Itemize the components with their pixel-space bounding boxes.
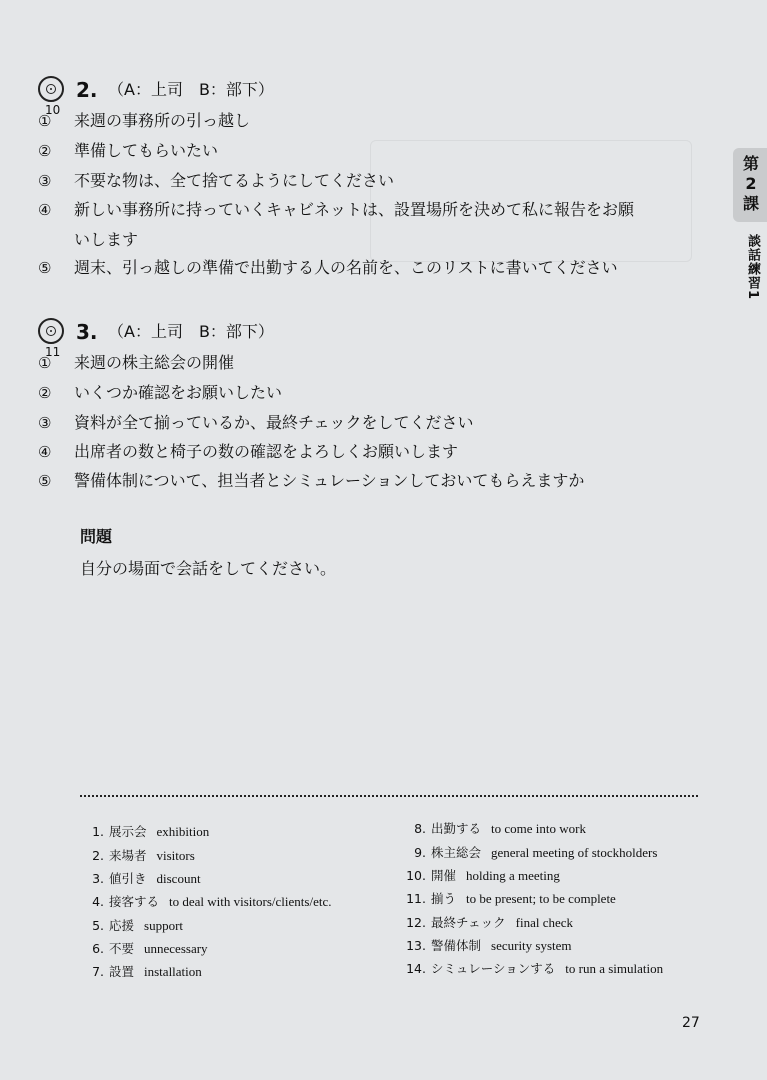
dialogue-item: ② 準備してもらいたい [38, 141, 219, 160]
dialogue-item-continuation: いします [74, 230, 139, 249]
exercise-2-header [38, 70, 718, 117]
track-number: 11 [45, 345, 61, 359]
dialogue-item: ⑤ 週末、引っ越しの準備で出勤する人の名前を、このリストに書いてください [38, 258, 618, 277]
vocab-item: 4. 接客する to deal with visitors/clients/etc. [92, 894, 332, 909]
page-number: 27 [682, 1015, 700, 1031]
dialogue-item: ③ 不要な物は、全て捨てるようにしてください [38, 171, 395, 190]
vocab-item: 13. 警備体制 security system [406, 938, 572, 953]
exercise-number: 3. [76, 320, 98, 344]
roles-label: （A：上司 B：部下） [108, 322, 274, 341]
vocab-item: 3. 値引き discount [92, 871, 201, 886]
exercise-3-header [38, 312, 718, 359]
vocab-item: 6. 不要 unnecessary [92, 941, 208, 956]
cd-audio-icon[interactable] [38, 318, 64, 344]
vocab-item: 14. シミュレーションする to run a simulation [406, 961, 664, 976]
vocab-item: 11. 揃う to be present; to be complete [406, 891, 616, 906]
dotted-divider [80, 795, 698, 797]
problem-text: 自分の場面で会話をしてください。 [80, 559, 337, 578]
vocab-item: 5. 応援 support [92, 918, 184, 933]
vocab-item: 1. 展示会 exhibition [92, 824, 210, 839]
track-number: 10 [45, 103, 61, 117]
cd-audio-icon[interactable] [38, 76, 64, 102]
dialogue-item: ① 来週の株主総会の開催 [38, 353, 235, 372]
dialogue-item: ⑤ 警備体制について、担当者とシミュレーションしておいてもらえますか [38, 471, 585, 490]
chapter-tab-label: 第2課 [742, 154, 759, 213]
roles-label: （A：上司 B：部下） [108, 80, 274, 99]
dialogue-item: ③ 資料が全て揃っているか、最終チェックをしてください [38, 413, 474, 432]
dialogue-item: ④ 新しい事務所に持っていくキャビネットは、設置場所を決めて私に報告をお願 [38, 200, 635, 219]
vocab-item: 10. 開催 holding a meeting [406, 868, 560, 883]
vocab-item: 12. 最終チェック final check [406, 915, 574, 930]
problem-title: 問題 [80, 527, 113, 546]
vocab-item: 2. 来場者 visitors [92, 848, 195, 863]
vocab-item: 8. 出勤する to come into work [414, 821, 586, 836]
section-side-label: 談話練習1 [745, 234, 760, 301]
vocab-item: 7. 設置 installation [92, 964, 202, 979]
vocab-item: 9. 株主総会 general meeting of stockholders [414, 845, 658, 860]
exercise-number: 2. [76, 78, 98, 102]
dialogue-item: ④ 出席者の数と椅子の数の確認をよろしくお願いします [38, 442, 459, 461]
dialogue-item: ② いくつか確認をお願いしたい [38, 383, 283, 402]
dialogue-item: ① 来週の事務所の引っ越し [38, 111, 251, 130]
